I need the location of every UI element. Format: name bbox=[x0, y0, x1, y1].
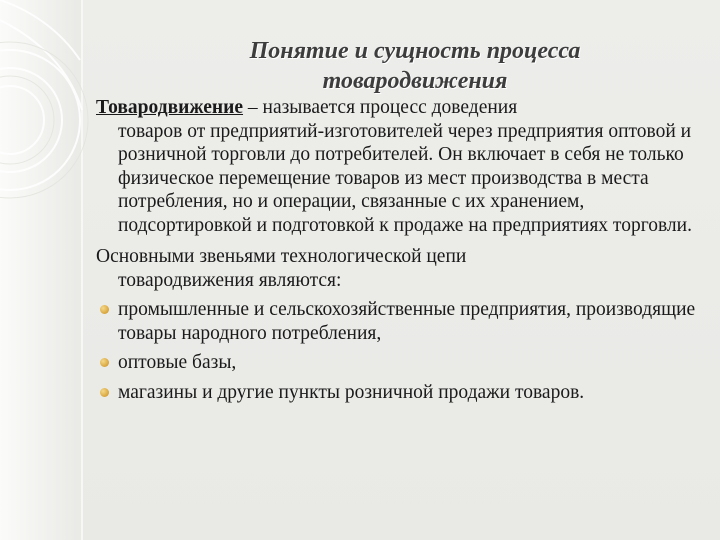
slide-body bbox=[96, 96, 706, 410]
bullet-icon bbox=[100, 358, 109, 367]
list-item-text: магазины и другие пункты розничной продажи товаров. bbox=[118, 381, 585, 403]
definition-paragraph bbox=[96, 96, 706, 237]
list-item-text: промышленные и сельскохозяйственные предприятия, производящие товары народного потребления, bbox=[118, 299, 696, 344]
bullet-icon bbox=[100, 388, 109, 397]
chain-intro-continuation: товародвижения являются: bbox=[118, 269, 342, 291]
list-item bbox=[96, 351, 706, 375]
chain-intro-paragraph bbox=[96, 245, 706, 292]
chain-intro-first-line: Основными звеньями технологической цепи bbox=[96, 246, 467, 267]
definition-continuation: товаров от предприятий-изготовителей через предприятия оптовой и розничной торговли до потребителей. Он включает в себя не только физическое перемещение товаров из мест производства в места потребления, но и операции, связанные с их хранением, подсортировкой и подготовкой к продаже на предприятиях торговли. bbox=[118, 120, 692, 236]
decorative-swirl-graphic bbox=[0, 0, 90, 540]
bullet-icon bbox=[100, 305, 109, 314]
definition-term: Товародвижение bbox=[96, 97, 244, 118]
definition-first-line: – называется процесс доведения bbox=[243, 97, 518, 118]
slide-title: Понятие и сущность процесса товародвижения bbox=[249, 38, 581, 94]
list-item bbox=[96, 298, 706, 345]
list-item bbox=[96, 381, 706, 405]
chain-links-list bbox=[96, 298, 706, 404]
list-item-text: оптовые базы, bbox=[118, 352, 237, 373]
